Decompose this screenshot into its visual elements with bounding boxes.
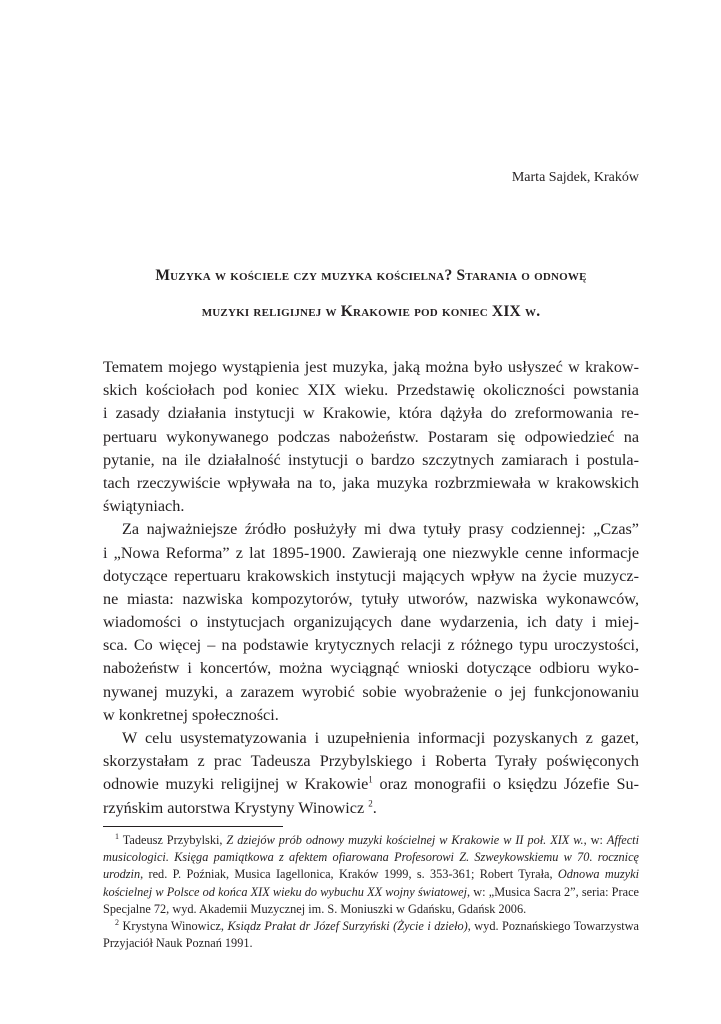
text-segment: kościelnej w Polsce od końca XIX wieku do wybuchu XX wojny światowej bbox=[103, 884, 468, 899]
text-segment: Krystyna Winowicz, bbox=[119, 918, 228, 933]
footnote-line bbox=[103, 918, 639, 935]
text-line: W celu usystematyzowania i uzupełnienia informacji pozyskanych z gazet, bbox=[122, 729, 639, 747]
footnote-line bbox=[103, 884, 639, 901]
article-title bbox=[103, 258, 639, 330]
text-line: pertuaru wykonywanego podczas nabożeństw. Postaram się odpowiedzieć na bbox=[103, 427, 639, 446]
footnote-2 bbox=[103, 918, 639, 952]
text-line: w konkretnej społeczności. bbox=[103, 705, 279, 724]
footnote-line bbox=[103, 832, 639, 849]
article-body bbox=[103, 356, 639, 820]
footnotes bbox=[103, 832, 639, 952]
paragraph-1 bbox=[103, 356, 639, 518]
text-segment: , w: bbox=[583, 833, 607, 847]
text-line: Tematem mojego wystąpienia jest muzyka, jaką można było usłyszeć w krakow- bbox=[103, 358, 639, 376]
text-line: wiadomości o instytucjach organizujących dane wydarzenia, ich daty i miej- bbox=[103, 613, 639, 632]
footnote-line: Specjalne 72, wyd. Akademii Muzycznej im. S. Moniuszki w Gdańsku, Gdańsk 2006. bbox=[103, 901, 527, 916]
text-segment: , red. P. Poźniak, Musica Iagellonica, Kraków 1999, s. 353-361; Robert Tyrała, bbox=[140, 867, 558, 882]
text-segment: Odnowa muzyki bbox=[557, 867, 640, 882]
text-line: Za najważniejsze źródło posłużyły mi dwa tytuły prasy codziennej: „Czas” bbox=[122, 520, 639, 539]
footnote-line bbox=[103, 866, 639, 883]
text-segment: Ksiądz Prałat dr Józef Surzyński (Życie i dzieło) bbox=[227, 918, 468, 933]
title-line-1: Muzyka w kościele czy muzyka kościelna? Starania o odnowę bbox=[155, 267, 587, 284]
footnote-divider bbox=[103, 826, 283, 827]
footnote-ref-2[interactable]: 2 bbox=[368, 798, 373, 809]
footnote-mark: 2 bbox=[115, 917, 119, 927]
text-line: ne miasta: nazwiska kompozytorów, tytuły utworów, nazwiska wykonawców, bbox=[103, 589, 639, 608]
text-segment: urodzin bbox=[103, 867, 141, 882]
text-line bbox=[103, 773, 639, 796]
text-segment: , wyd. Poznańskiego Towarzystwa bbox=[467, 918, 639, 933]
text-line: tach rzeczywiście wpływała na to, jaka muzyka rozbrzmiewała w krakowskich bbox=[103, 473, 639, 492]
text-segment: . bbox=[372, 798, 377, 817]
text-line bbox=[103, 797, 639, 820]
text-line: pytanie, na ile działalność instytucji o bardzo szczytnych zamiarach i postula- bbox=[103, 450, 639, 469]
footnote-line: Przyjaciół Nauk Poznań 1991. bbox=[103, 936, 253, 951]
text-line: skich kościołach pod koniec XIX wieku. Przedstawię okoliczności powstania bbox=[103, 381, 639, 400]
footnote-mark: 1 bbox=[115, 831, 119, 841]
text-line: i „Nowa Reforma” z lat 1895-1900. Zawierają one niezwykle cenne informacje bbox=[103, 543, 639, 562]
text-line: nywanej muzyki, a zarazem wyrobić sobie wyobrażenie o jej funkcjonowaniu bbox=[103, 682, 639, 701]
text-line: dotyczące repertuaru krakowskich instytucji mających wpływ na życie muzycz- bbox=[103, 566, 639, 585]
text-line: skorzystałam z prac Tadeusza Przybylskiego i Roberta Tyrały poświęconych bbox=[103, 752, 639, 771]
text-line: sca. Co więcej – na podstawie krytycznych relacji z różnego typu uroczystości, bbox=[103, 636, 639, 655]
paragraph-3 bbox=[103, 727, 639, 820]
text-line: nabożeństw i koncertów, można wyciągnąć wnioski dotyczące odbioru wyko- bbox=[103, 659, 639, 678]
title-line-2: muzyki religijnej w Krakowie pod koniec XIX w. bbox=[201, 303, 541, 320]
text-segment: musicologici. Księga pamiątkowa z afektem ofiarowana Profesorowi Z. Szweykowskiemu w 70. rocznicę bbox=[103, 850, 639, 865]
text-segment: oraz monografii o księdzu Józefie Su- bbox=[372, 775, 639, 794]
paragraph-2 bbox=[103, 518, 639, 727]
text-line: i zasady działania instytucji w Krakowie, która dążyła do zreformowania re- bbox=[103, 404, 639, 423]
text-segment: Affecti bbox=[606, 833, 639, 847]
text-segment: Tadeusz Przybylski, bbox=[119, 833, 227, 847]
text-line: świątyniach. bbox=[103, 497, 185, 516]
text-segment: rzyńskim autorstwa Krystyny Winowicz bbox=[103, 798, 369, 817]
text-segment: Z dziejów prób odnowy muzyki kościelnej w Krakowie w II poł. XIX w. bbox=[226, 833, 584, 847]
footnote-line bbox=[103, 849, 639, 866]
author-line: Marta Sajdek, Kraków bbox=[511, 170, 639, 185]
footnote-1 bbox=[103, 832, 639, 918]
footnote-ref-1[interactable]: 1 bbox=[368, 774, 373, 785]
text-segment: odnowie muzyki religijnej w Krakowie bbox=[103, 775, 369, 794]
text-segment: , w: „Musica Sacra 2”, seria: Prace bbox=[467, 884, 639, 899]
